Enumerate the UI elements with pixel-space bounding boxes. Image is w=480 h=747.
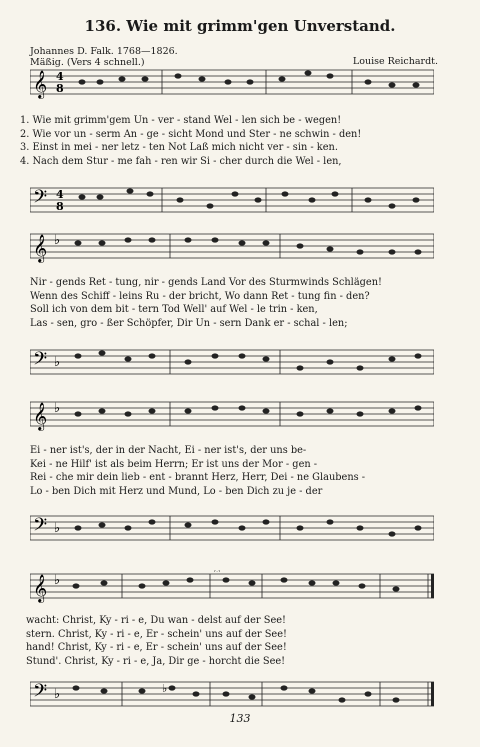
treble-staff-lines	[30, 230, 434, 264]
flat-icon: ♭	[162, 682, 168, 695]
bass-staff-lines	[30, 678, 434, 712]
bass-staff	[30, 184, 434, 218]
lyric-line: Ei - ner ist's, der in der Nacht, Ei - ner ist's, der uns be-	[30, 445, 307, 456]
flat-icon: ♭	[54, 573, 61, 588]
hymn-title: 136. Wie mit grimm'gen Unverstand.	[84, 17, 396, 35]
lyric-line: 4. Nach dem Stur - me fah - ren wir Si - cher durch die Wel - len,	[20, 155, 342, 167]
flat-icon: ♭	[54, 355, 61, 370]
bass-staff-lines	[30, 512, 434, 546]
treble-staff-lines	[30, 66, 434, 100]
lyric-line: 3. Einst in mei - ner letz - ten Not Laß mich nicht ver - sin - ken.	[20, 142, 338, 153]
author-credit	[30, 46, 178, 68]
treble-staff-lines	[30, 570, 434, 604]
verse-lyrics	[30, 276, 450, 330]
treble-staff-lines	[30, 398, 434, 432]
svg-text:8: 8	[56, 200, 64, 213]
bass-clef-icon: 𝄢	[33, 349, 48, 374]
fermata-icon: 𝄐	[214, 570, 221, 577]
bass-clef-icon: 𝄢	[33, 681, 48, 706]
lyric-line: Rei - che mir dein lieb - ent - brannt Herz, Herr, Dei - ne Glaubens -	[30, 472, 366, 483]
lyric-line: Las - sen, gro - ßer Schöpfer, Dir Un - sern Dank er - schal - len;	[30, 317, 348, 329]
lyric-line: Stund'. Christ, Ky - ri - e, Ja, Dir ge - horcht die See!	[26, 655, 286, 667]
svg-text:4: 4	[56, 188, 64, 201]
verse-lyrics	[20, 114, 440, 168]
treble-clef-icon: 𝄞	[33, 70, 48, 98]
lyric-line: Kei - ne Hilf' ist als beim Herrn; Er ist uns der Mor - gen -	[30, 458, 318, 470]
lyric-line: 2. Wie vor un - serm An - ge - sicht Mond und Ster - ne schwin - den!	[20, 128, 362, 140]
treble-staff	[30, 570, 434, 604]
bass-staff-lines	[30, 346, 434, 380]
lyric-line: stern. Christ, Ky - ri - e, Er - schein' uns auf der See!	[26, 628, 287, 640]
bass-staff-lines	[30, 184, 434, 218]
treble-staff	[30, 230, 434, 264]
lyric-line: Lo - ben Dich mit Herz und Mund, Lo - ben Dich zu je - der	[30, 485, 323, 497]
bass-clef-icon: 𝄢	[33, 515, 48, 540]
bass-staff	[30, 512, 434, 546]
lyric-line: wacht: Christ, Ky - ri - e, Du wan - delst auf der See!	[26, 615, 286, 626]
treble-clef-icon: 𝄞	[33, 402, 48, 430]
lyric-line: Wenn des Schiff - leins Ru - der bricht, Wo dann Ret - tung fin - den?	[30, 290, 370, 302]
bass-clef-icon: 𝄢	[33, 187, 48, 212]
svg-text:8: 8	[56, 82, 64, 95]
treble-clef-icon: 𝄞	[33, 574, 48, 602]
lyric-line: hand! Christ, Ky - ri - e, Er - schein' uns auf der See!	[26, 642, 287, 653]
flat-icon: ♭	[54, 233, 61, 248]
flat-icon: ♭	[54, 521, 61, 536]
page-number: 133	[229, 712, 251, 725]
treble-staff	[30, 398, 434, 432]
lyric-line: 1. Wie mit grimm'gem Un - ver - stand Wel - len sich be - wegen!	[20, 115, 342, 126]
composer-credit: Louise Reichardt.	[352, 56, 438, 67]
bass-staff	[30, 346, 434, 380]
author: Johannes D. Falk. 1768—1826.	[30, 46, 178, 57]
verse-lyrics	[30, 444, 450, 498]
lyric-line: Nir - gends Ret - tung, nir - gends Land Vor des Sturmwinds Schlägen!	[30, 277, 382, 288]
treble-clef-icon: 𝄞	[33, 234, 48, 262]
lyric-line: Soll ich von dem bit - tern Tod Well' auf Wel - le trin - ken,	[30, 304, 318, 315]
verse-lyrics	[26, 614, 446, 668]
flat-icon: ♭	[54, 401, 61, 416]
svg-text:4: 4	[56, 70, 64, 83]
treble-staff	[30, 66, 434, 100]
bass-staff	[30, 678, 434, 712]
flat-icon: ♭	[54, 687, 61, 702]
tempo-marking: Mäßig. (Vers 4 schnell.)	[30, 57, 145, 68]
